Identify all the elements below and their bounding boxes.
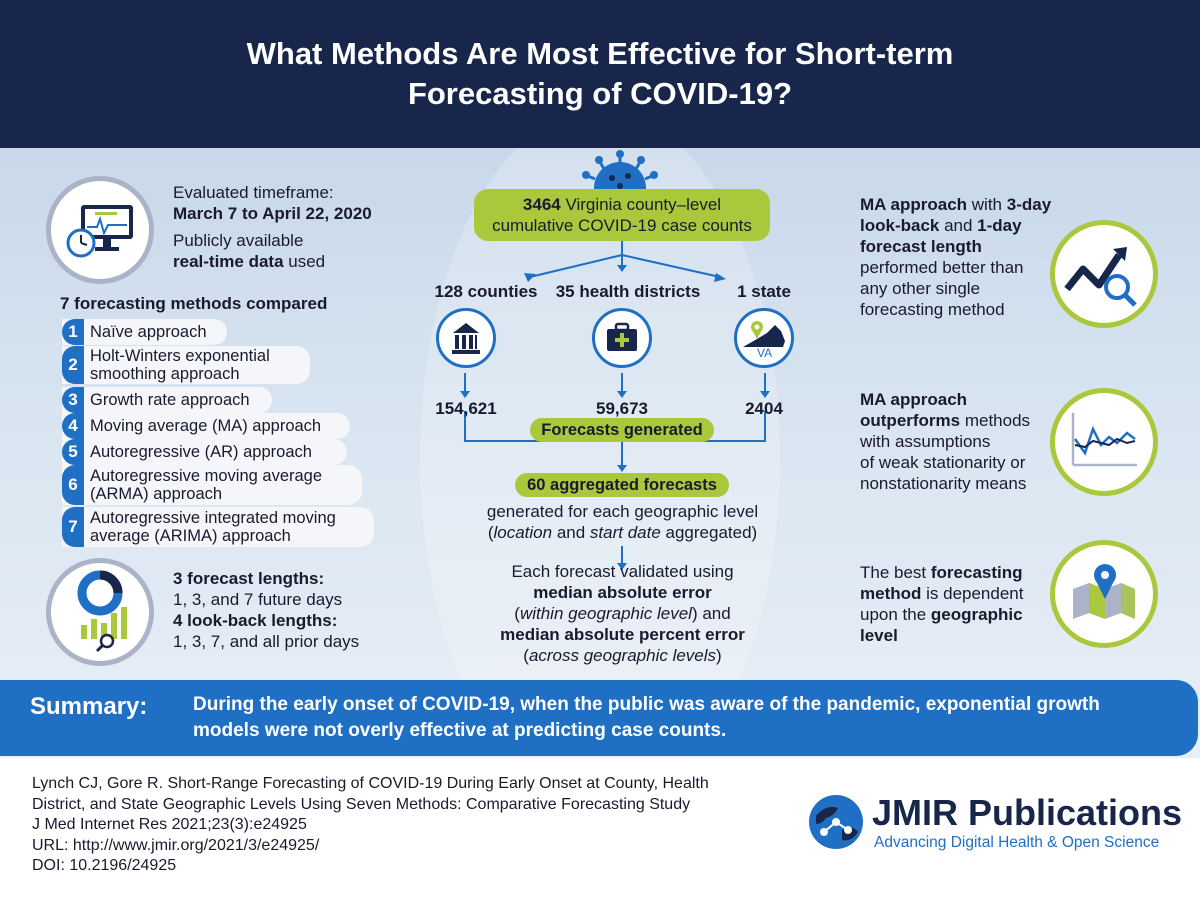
method-item: 6 Autoregressive moving average (ARMA) approach [62,465,362,505]
virus-icon [570,148,670,192]
chart-magnifier-icon [46,558,154,666]
line-chart-icon [1050,388,1158,496]
summary-banner [0,680,1198,756]
jmir-globe-icon [808,794,864,850]
finding-1: MA approach with 3-day look-back and 1-day forecast length performed better than any other single forecasting method [860,195,1052,319]
method-item: 4 Moving average (MA) approach [62,413,350,439]
timeframe-block: Evaluated timeframe: March 7 to April 22, 2020 Publicly available real-time data used [173,183,372,271]
level-label-districts: 35 health districts [555,282,701,301]
count-districts: 59,673 [596,399,648,418]
jmir-tagline: Advancing Digital Health & Open Science [874,834,1160,851]
citation-url[interactable]: URL: http://www.jmir.org/2021/3/e24925/ [32,836,320,854]
courthouse-icon [436,308,496,368]
page-title: What Methods Are Most Effective for Short-term Forecasting of COVID-19? [246,36,954,111]
method-item: 2 Holt-Winters exponential smoothing approach [62,346,310,384]
aggregated-description: generated for each geographic level (location and start date aggregated) [486,502,759,542]
citation: Lynch CJ, Gore R. Short-Range Forecasting of COVID-19 During Early Onset at County, Health District, and State Geographic Levels Using Seven Methods: Comparative Forecasting Study J Med Internet Res 2021;23(3):e24925 URL: http://www.jmir.org/2021/3/e24925/ DOI: 10.2196/24925 [32,774,709,877]
jmir-logo-name: JMIR Publications [872,792,1183,833]
finding-3: The best forecasting method is dependent upon the geographic level [860,563,1024,645]
summary-text: During the early onset of COVID-19, when the public was aware of the pandemic, exponential growth models were not overly effective at predicting case counts. [193,694,1100,741]
trend-search-icon [1050,220,1158,328]
methods-heading: 7 forecasting methods compared [60,294,328,313]
virginia-state-icon [734,308,794,368]
count-state: 2404 [745,399,783,418]
summary-label: Summary: [30,693,148,720]
medical-kit-icon [592,308,652,368]
header [0,0,1200,148]
level-label-state: 1 state [737,282,791,301]
method-item: 1 Naïve approach [62,319,227,345]
citation-doi[interactable]: DOI: 10.2196/24925 [32,857,177,874]
finding-2: MA approach outperforms methods with assumptions of weak stationarity or nonstationarity means [860,390,1031,493]
main-panel [0,148,1200,758]
method-item: 7 Autoregressive integrated moving average (ARIMA) approach [62,507,374,547]
method-item: 5 Autoregressive (AR) approach [62,439,347,465]
map-pin-icon [1050,540,1158,648]
forecasts-generated-pill: Forecasts generated [530,418,714,442]
count-counties: 154,621 [435,399,497,418]
validation-description: Each forecast validated using median absolute error (within geographic level) and median absolute percent error (across geographic levels) [500,562,745,665]
monitor-clock-icon [46,176,154,284]
case-counts-pill: 3464 Virginia county–level cumulative COVID-19 case counts [474,189,770,241]
level-label-counties: 128 counties [434,282,538,301]
state-abbr: VA [757,346,773,360]
aggregated-forecasts-pill: 60 aggregated forecasts [515,473,729,497]
lengths-block: 3 forecast lengths: 1, 3, and 7 future days 4 look-back lengths: 1, 3, 7, and all prior days [173,569,360,651]
method-item: 3 Growth rate approach [62,387,272,413]
